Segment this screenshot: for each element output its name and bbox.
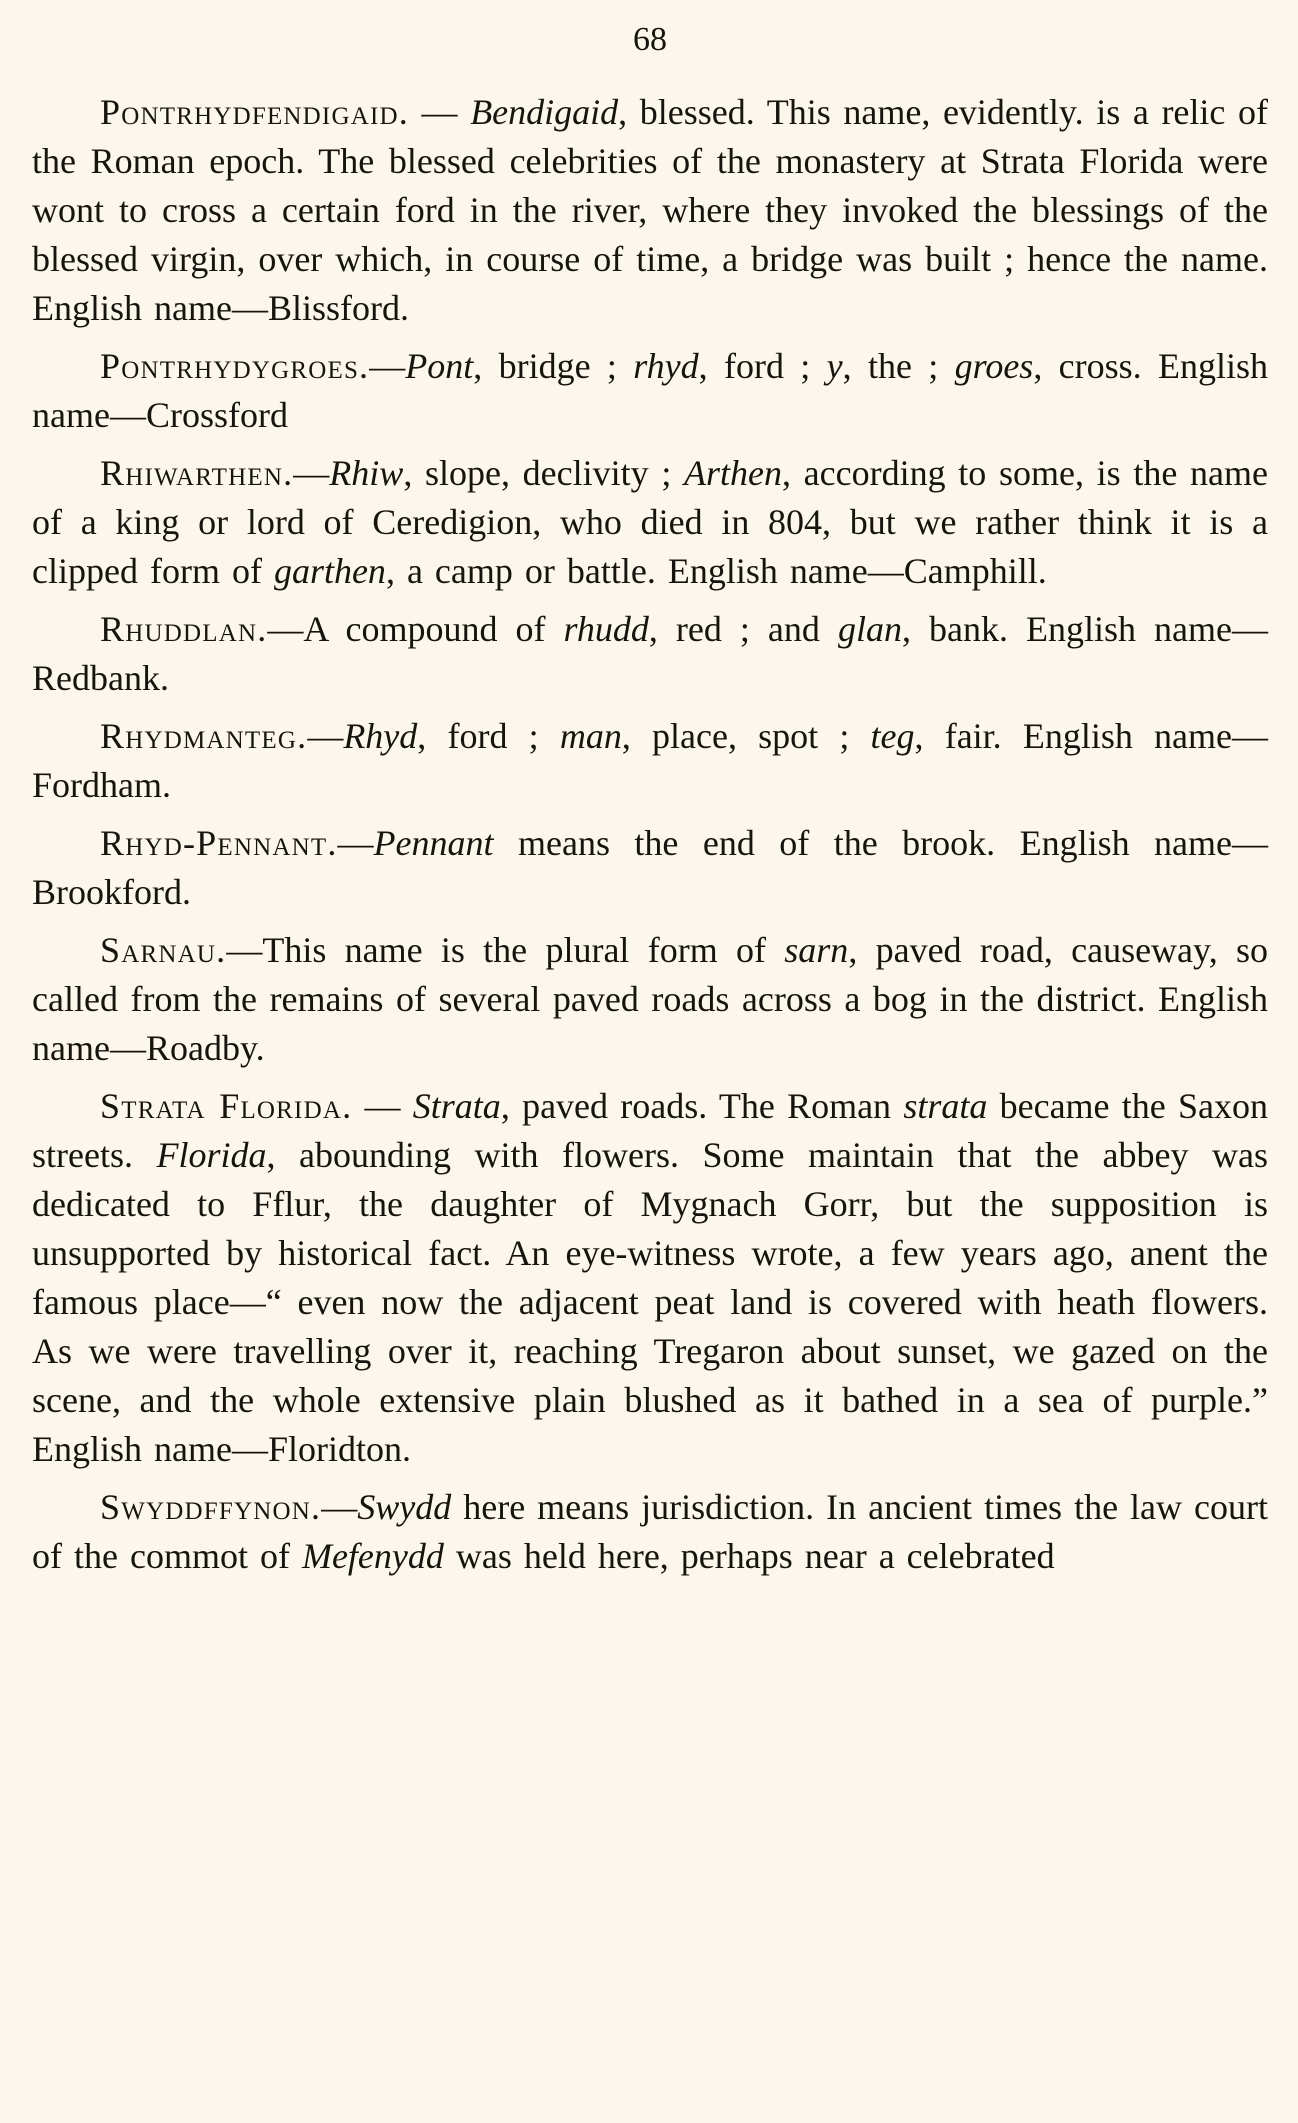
paragraph-text: , bank. English name—Redbank. [32,609,1268,698]
entry-headword: Strata Florida. [100,1086,353,1126]
entry-headword: Sarnau. [100,930,227,970]
paragraph-text: became the Saxon streets. [32,1086,1269,1175]
paragraph-text: here means jurisdiction. In ancient times the law court of the commot of [32,1487,1268,1576]
paragraph-text: —A compound of [267,609,564,649]
page-number: 68 [633,21,667,58]
paragraph-text: Bendigaid [470,92,619,132]
page-body [32,88,1268,1581]
paragraph-text: , bridge ; [473,346,634,386]
entry-headword: Swyddffynon. [100,1487,322,1527]
paragraph-text: groes [954,346,1034,386]
paragraph-text: , red ; and [648,609,838,649]
paragraph-text: Mefenydd [301,1536,444,1576]
entry-headword: Rhydmanteg. [100,716,308,756]
paragraph-text: , slope, declivity ; [403,453,685,493]
paragraph-text: Strata [412,1086,501,1126]
entry-headword: Rhiwarthen. [100,453,294,493]
paragraph [32,449,1268,596]
paragraph-text: Swydd [357,1487,452,1527]
paragraph-text: man [559,716,622,756]
paragraph-text: strata [903,1086,988,1126]
paragraph-text: teg [870,716,915,756]
paragraph [32,88,1268,333]
paragraph [32,1082,1268,1474]
paragraph-text: Florida [156,1135,267,1175]
paragraph-text: , a camp or battle. English name—Camphill. [385,551,1047,591]
paragraph-text: — [408,92,471,132]
paragraph-text: Rhiw [329,453,404,493]
entry-headword: Pontrhydygroes. [100,346,370,386]
paragraph-text: , fair. English name—Fordham. [32,716,1269,805]
paragraph-text: y [826,346,843,386]
paragraph-text: — [337,823,374,863]
paragraph-text: — [307,716,344,756]
paragraph-text: , place, spot ; [621,716,871,756]
paragraph-text: , paved road, causeway, so called from the remains of several paved roads across a bog in the district. English name—Roadby. [32,930,1269,1068]
paragraph-text: means the end of the brook. English name—Brookford. [32,823,1268,912]
paragraph-text: — [293,453,330,493]
paragraph-text: , abounding with flowers. Some maintain that the abbey was dedicated to Fflur, the daughter of Mygnach Gorr, but the supposition is unsupported by historical fact. An eye-witness wrote, a few years ago, anent the famous place—“ even now the adjacent peat land is covered with heath flowers. As we were travelling over it, reaching Tregaron about sunset, we gazed on the scene, and the whole extensive plain blushed as it bathed in a sea of purple.” English name—Floridton. [32,1135,1269,1469]
entry-headword: Rhuddlan. [100,609,268,649]
paragraph-text: Pennant [373,823,494,863]
entry-headword: Pontrhydfendigaid. [100,92,409,132]
paragraph-text: — [321,1487,358,1527]
entry-headword: Rhyd-Pennant. [100,823,338,863]
paragraph-text: Rhyd [343,716,418,756]
paragraph-text: Pont [405,346,474,386]
paragraph [32,819,1268,917]
paragraph-text: — [369,346,406,386]
paragraph [32,926,1268,1073]
paragraph-text: sarn [784,930,849,970]
paragraph-text: , ford ; [698,346,827,386]
paragraph-text: — [352,1086,413,1126]
paragraph-text: , the ; [842,346,955,386]
paragraph [32,712,1268,810]
paragraph-text: Arthen [684,453,782,493]
paragraph [32,1483,1268,1581]
paragraph [32,342,1268,440]
paragraph-text: —This name is the plural form of [226,930,785,970]
paragraph-text: , according to some, is the name of a king or lord of Ceredigion, who died in 804, but we rather think it is a clipped form of [32,453,1268,591]
paragraph-text: rhyd [633,346,699,386]
paragraph-text: , paved roads. The Roman [500,1086,904,1126]
paragraph-text: , ford ; [417,716,560,756]
paragraph-text: was held here, perhaps near a celebrated [443,1536,1055,1576]
paragraph-text: , cross. English name—Crossford [32,346,1268,435]
paragraph-text: garthen [273,551,386,591]
paragraph-text: , blessed. This name, evidently. is a relic of the Roman epoch. The blessed celebrities of the monastery at Strata Florida were wont to cross a certain ford in the river, where they invoked the blessings of the blessed virgin, over which, in course of time, a bridge was built ; hence the name. English name—Blissford. [32,92,1269,328]
paragraph-text: rhudd [563,609,649,649]
paragraph-text: glan [837,609,902,649]
paragraph [32,605,1268,703]
